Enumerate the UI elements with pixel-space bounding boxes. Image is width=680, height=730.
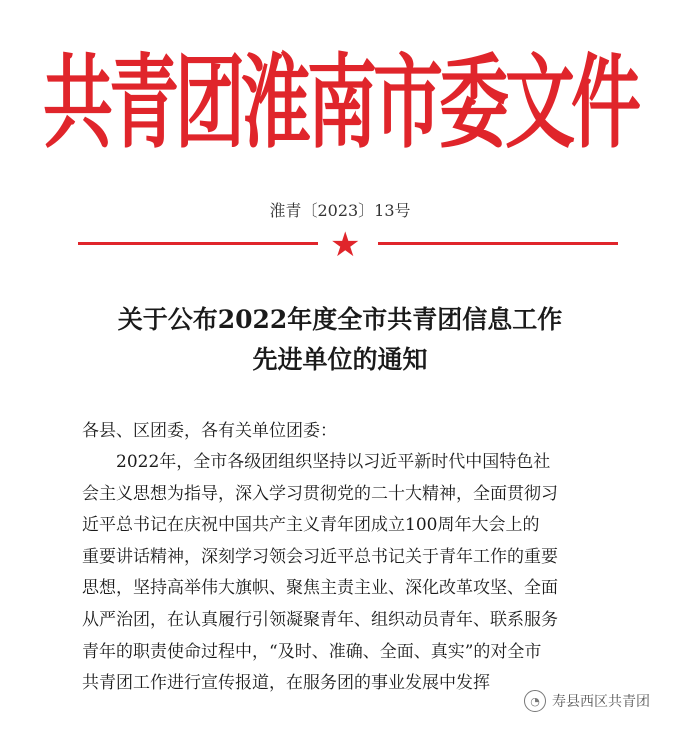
body-line: 青年的职责使命过程中，“及时、准确、全面、真实”的对全市 — [82, 641, 542, 662]
document-title — [60, 300, 620, 380]
body-line: 思想，坚持高举伟大旗帜、聚焦主责主业、深化改革攻坚、全面 — [82, 578, 558, 599]
document-body — [82, 447, 622, 700]
document-number: 淮青〔2023〕13号 — [269, 201, 411, 220]
body-line: 从严治团，在认真履行引领凝聚青年、组织动员青年、联系服务 — [82, 609, 558, 630]
body-line: 2022年，全市各级团组织坚持以习近平新时代中国特色社 — [116, 452, 551, 472]
divider-line-right — [378, 242, 618, 245]
source-watermark — [520, 690, 654, 712]
red-divider — [78, 225, 618, 265]
body-line: 共青团工作进行宣传报道，在服务团的事业发展中发挥 — [82, 673, 490, 694]
document-title-line: 先进单位的通知 — [252, 345, 428, 374]
wechat-icon: ◔ — [524, 690, 546, 712]
body-line: 近平总书记在庆祝中国共产主义青年团成立100周年大会上的 — [82, 515, 540, 536]
star-icon: ★ — [330, 225, 361, 265]
document-header-title: 共青团淮南市委文件 — [43, 43, 637, 163]
watermark-text: 寿县西区共青团 — [552, 694, 650, 710]
document-title-line: 关于公布2022年度全市共青团信息工作 — [117, 305, 563, 334]
divider-line-left — [78, 242, 318, 245]
salutation: 各县、区团委，各有关单位团委： — [82, 421, 337, 441]
body-line: 会主义思想为指导，深入学习贯彻党的二十大精神，全面贯彻习 — [82, 483, 558, 504]
body-line: 重要讲话精神，深刻学习领会习近平总书记关于青年工作的重要 — [82, 546, 558, 567]
